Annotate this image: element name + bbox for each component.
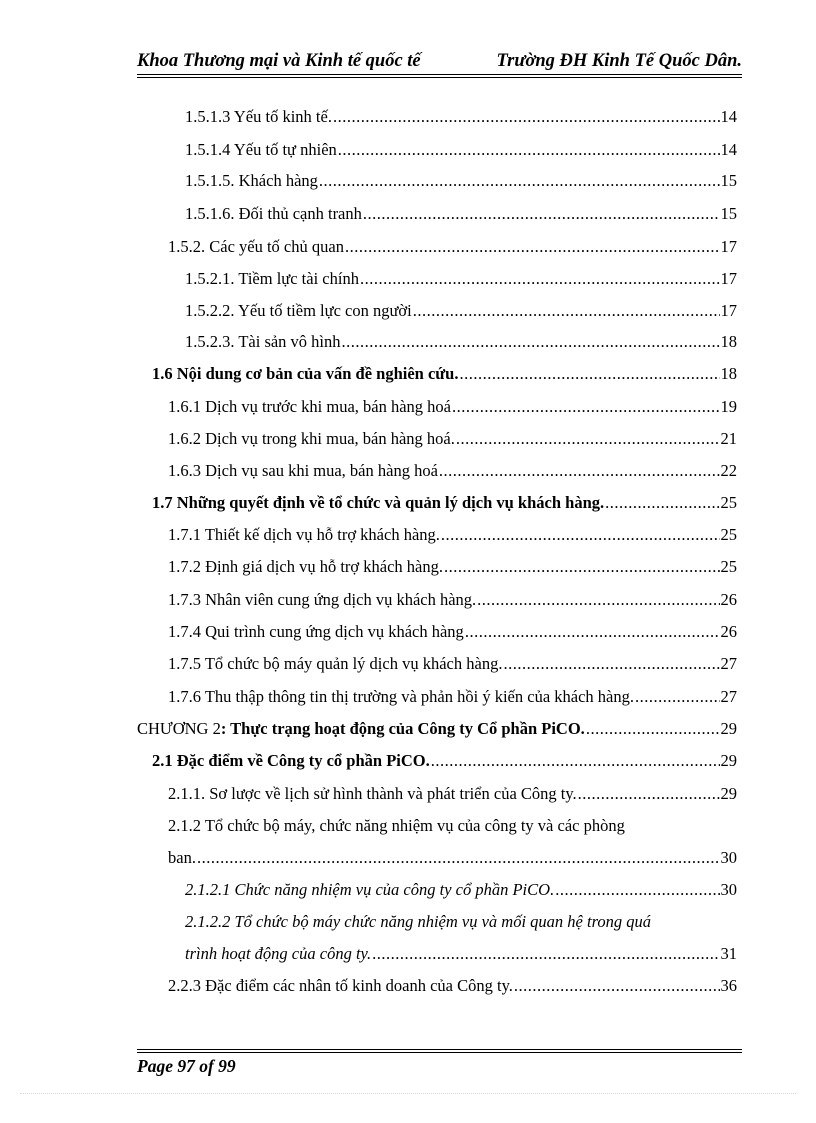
toc-entry-title: 1.5.1.4 Yếu tố tự nhiên (185, 140, 337, 159)
toc-entry[interactable] (168, 394, 737, 420)
toc-entry[interactable] (168, 619, 737, 645)
toc-chapter-heading[interactable] (137, 716, 737, 742)
toc-entry[interactable] (168, 234, 737, 260)
toc-leader-dots (465, 619, 720, 645)
toc-leader-dots (555, 877, 719, 903)
toc-entry-line1[interactable]: 2.1.2 Tổ chức bộ máy, chức năng nhiệm vụ của công ty và các phòng (168, 816, 625, 835)
toc-entry[interactable] (168, 684, 737, 710)
toc-entry[interactable] (185, 104, 737, 130)
toc-entry[interactable] (185, 201, 737, 227)
header-university: Trường ĐH Kinh Tế Quốc Dân. (496, 51, 742, 71)
toc-entry-page: 30 (720, 880, 737, 899)
toc-entry-title: 1.6.1 Dịch vụ trước khi mua, bán hàng hoá (168, 397, 451, 416)
toc-entry[interactable] (168, 522, 737, 548)
toc-entry-title: 1.7.5 Tổ chức bộ máy quản lý dịch vụ khách hàng. (168, 654, 503, 673)
toc-leader-dots (441, 522, 720, 548)
toc-entry-page: 25 (720, 525, 737, 544)
toc-entry-page: 15 (720, 171, 737, 190)
toc-chapter-label: CHƯƠNG 2 (137, 719, 221, 738)
toc-leader-dots (503, 651, 719, 677)
toc-entry[interactable] (185, 877, 737, 903)
toc-leader-dots (439, 458, 720, 484)
toc-leader-dots (586, 716, 720, 742)
toc-leader-dots (363, 201, 720, 227)
toc-entry-page: 27 (720, 654, 737, 673)
toc-leader-dots (452, 394, 720, 420)
toc-entry[interactable] (168, 651, 737, 677)
toc-entry-title: 1.6.3 Dịch vụ sau khi mua, bán hàng hoá (168, 461, 438, 480)
toc-leader-dots (477, 587, 719, 613)
toc-entry-page: 17 (720, 269, 737, 288)
toc-entry[interactable] (168, 973, 737, 999)
toc-entry-title: 1.6.2 Dịch vụ trong khi mua, bán hàng hoá. (168, 429, 455, 448)
toc-entry-title: 1.5.1.3 Yếu tố kinh tế. (185, 107, 332, 126)
toc-entry[interactable] (168, 554, 737, 580)
toc-entry[interactable] (168, 426, 737, 452)
toc-section-heading[interactable] (152, 490, 737, 516)
toc-entry[interactable] (185, 168, 737, 194)
toc-entry-title: 2.1 Đặc điểm về Công ty cổ phần PiCO. (152, 751, 430, 770)
toc-leader-dots (456, 426, 720, 452)
toc-leader-dots (413, 298, 720, 324)
toc-entry-title: 1.7.6 Thu thập thông tin thị trường và phản hồi ý kiến của khách hàng. (168, 687, 634, 706)
toc-leader-dots (197, 845, 720, 871)
toc-leader-dots (319, 168, 720, 194)
toc-section-heading[interactable] (152, 361, 737, 387)
toc-entry[interactable] (185, 298, 737, 324)
toc-leader-dots (578, 781, 720, 807)
toc-entry-title: 1.7.4 Qui trình cung ứng dịch vụ khách hàng (168, 622, 464, 641)
page-edge-divider (20, 1093, 796, 1094)
toc-entry-page: 31 (720, 944, 737, 963)
toc-entry-page: 21 (720, 429, 737, 448)
toc-entry-title: 1.7.2 Định giá dịch vụ hỗ trợ khách hàng. (168, 557, 443, 576)
toc-leader-dots (338, 137, 720, 163)
toc-leader-dots (514, 973, 720, 999)
toc-leader-dots (345, 234, 720, 260)
toc-entry-title: 1.5.2.3. Tài sản vô hình (185, 332, 341, 351)
footer-rule (137, 1049, 742, 1053)
toc-entry-title: 1.7.1 Thiết kế dịch vụ hỗ trợ khách hàng. (168, 525, 440, 544)
toc-leader-dots (444, 554, 720, 580)
toc-entry[interactable] (185, 329, 737, 355)
toc-entry-page: 26 (720, 590, 737, 609)
toc-entry-page: 19 (720, 397, 737, 416)
toc-leader-dots (333, 104, 720, 130)
toc-entry-page: 17 (720, 301, 737, 320)
toc-entry-page: 17 (720, 237, 737, 256)
toc-entry[interactable] (168, 845, 737, 871)
toc-entry-page: 15 (720, 204, 737, 223)
toc-entry-page: 26 (720, 622, 737, 641)
toc-entry[interactable] (168, 781, 737, 807)
toc-entry-page: 27 (720, 687, 737, 706)
toc-entry-title: 1.5.1.5. Khách hàng (185, 171, 318, 190)
toc-entry-title: 2.1.2.1 Chức năng nhiệm vụ của công ty cổ phần PiCO. (185, 880, 555, 899)
toc-entry-title: 1.5.2.2. Yếu tố tiềm lực con người (185, 301, 412, 320)
toc-entry-page: 29 (720, 784, 737, 803)
toc-entry[interactable] (185, 137, 737, 163)
toc-entry-title: ban. (168, 848, 196, 867)
toc-entry-title: 2.1.1. Sơ lược về lịch sử hình thành và phát triển của Công ty. (168, 784, 577, 803)
toc-entry-page: 29 (720, 719, 737, 738)
toc-leader-dots (459, 361, 719, 387)
toc-leader-dots (372, 941, 719, 967)
toc-leader-dots (431, 748, 720, 774)
toc-entry-page: 18 (720, 332, 737, 351)
page-footer (137, 1055, 236, 1077)
header-faculty: Khoa Thương mại và Kinh tế quốc tế (137, 51, 421, 71)
toc-entry[interactable] (185, 941, 737, 967)
toc-entry-page: 30 (720, 848, 737, 867)
toc-leader-dots (605, 490, 719, 516)
toc-entry-page: 36 (720, 976, 737, 995)
toc-entry-page: 25 (720, 557, 737, 576)
toc-entry-title: 2.2.3 Đặc điểm các nhân tố kinh doanh của Công ty. (168, 976, 513, 995)
toc-entry-page: 14 (720, 107, 737, 126)
page-number: Page 97 of 99 (137, 1056, 236, 1076)
toc-entry-title: 1.5.2.1. Tiềm lực tài chính (185, 269, 359, 288)
toc-leader-dots (635, 684, 720, 710)
toc-leader-dots (342, 329, 720, 355)
toc-entry-title: 1.6 Nội dung cơ bản của vấn đề nghiên cứu. (152, 364, 459, 383)
toc-entry-title: trình hoạt động của công ty. (185, 944, 372, 963)
toc-entry-page: 29 (720, 751, 737, 770)
toc-entry[interactable] (168, 587, 737, 613)
toc-entry[interactable] (185, 266, 737, 292)
toc-leader-dots (360, 266, 720, 292)
toc-section-heading[interactable] (152, 748, 737, 774)
toc-entry-page: 25 (720, 493, 737, 512)
toc-entry-title: 1.7 Những quyết định về tổ chức và quản lý dịch vụ khách hàng. (152, 493, 605, 512)
toc-entry-page: 18 (720, 364, 737, 383)
toc-entry-title: : Thực trạng hoạt động của Công ty Cổ phần PiCO. (220, 719, 585, 738)
toc-entry-page: 14 (720, 140, 737, 159)
toc-entry-title: 1.5.2. Các yếu tố chủ quan (168, 237, 344, 256)
toc-entry-page: 22 (720, 461, 737, 480)
toc-entry-line1[interactable]: 2.1.2.2 Tổ chức bộ máy chức năng nhiệm vụ và mối quan hệ trong quá (185, 912, 652, 931)
toc-entry[interactable] (168, 458, 737, 484)
toc-entry-title: 1.5.1.6. Đối thủ cạnh tranh (185, 204, 362, 223)
toc-entry-title: 1.7.3 Nhân viên cung ứng dịch vụ khách hàng. (168, 590, 477, 609)
